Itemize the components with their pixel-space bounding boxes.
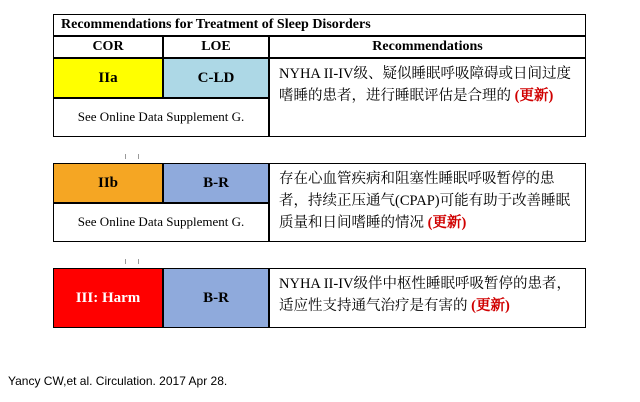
recommendation-body-2: 存在心血管疾病和阻塞性睡眠呼吸暂停的患者，持续正压通气(CPAP)可能有助于改善睡眠质量和日间嗜睡的情况	[279, 171, 571, 231]
loe-level-b-r-2: B-R	[163, 268, 269, 328]
column-header-recommendations: Recommendations	[269, 36, 586, 58]
column-header-loe: LOE	[163, 36, 269, 58]
citation-text: Yancy CW,et al. Circulation. 2017 Apr 28.	[8, 374, 228, 388]
recommendation-text-2	[269, 163, 586, 242]
supplement-note-2: See Online Data Supplement G.	[53, 203, 269, 242]
recommendation-new-tag-1: (更新)	[514, 87, 554, 104]
recommendation-block-3	[53, 268, 586, 328]
recommendation-text-1	[269, 58, 586, 137]
table-header-row	[53, 36, 586, 58]
table-title: Recommendations for Treatment of Sleep Disorders	[61, 17, 371, 32]
loe-level-c-ld: C-LD	[163, 58, 269, 98]
recommendation-body-3: NYHA II-IV级伴中枢性睡眠呼吸暂停的患者，适应性支持通气治疗是有害的	[279, 276, 571, 314]
supplement-note-1: See Online Data Supplement G.	[53, 98, 269, 137]
recommendation-text-3	[269, 268, 586, 328]
connector-stub-1	[125, 154, 139, 159]
recommendation-block-2	[53, 163, 586, 249]
column-header-cor: COR	[53, 36, 163, 58]
loe-level-b-r-1: B-R	[163, 163, 269, 203]
recommendation-new-tag-3: (更新)	[471, 297, 510, 314]
recommendation-new-tag-2: (更新)	[427, 214, 467, 231]
recommendation-body-1: NYHA II-IV级、疑似睡眠呼吸障碍或日间过度嗜睡的患者，进行睡眠评估是合理的	[279, 66, 571, 104]
table-title-row	[53, 14, 586, 36]
cor-class-iib: IIb	[53, 163, 163, 203]
connector-stub-2	[125, 259, 139, 264]
cor-class-iii-harm: III: Harm	[53, 268, 163, 328]
recommendation-block-1	[53, 58, 586, 144]
cor-class-iia: IIa	[53, 58, 163, 98]
